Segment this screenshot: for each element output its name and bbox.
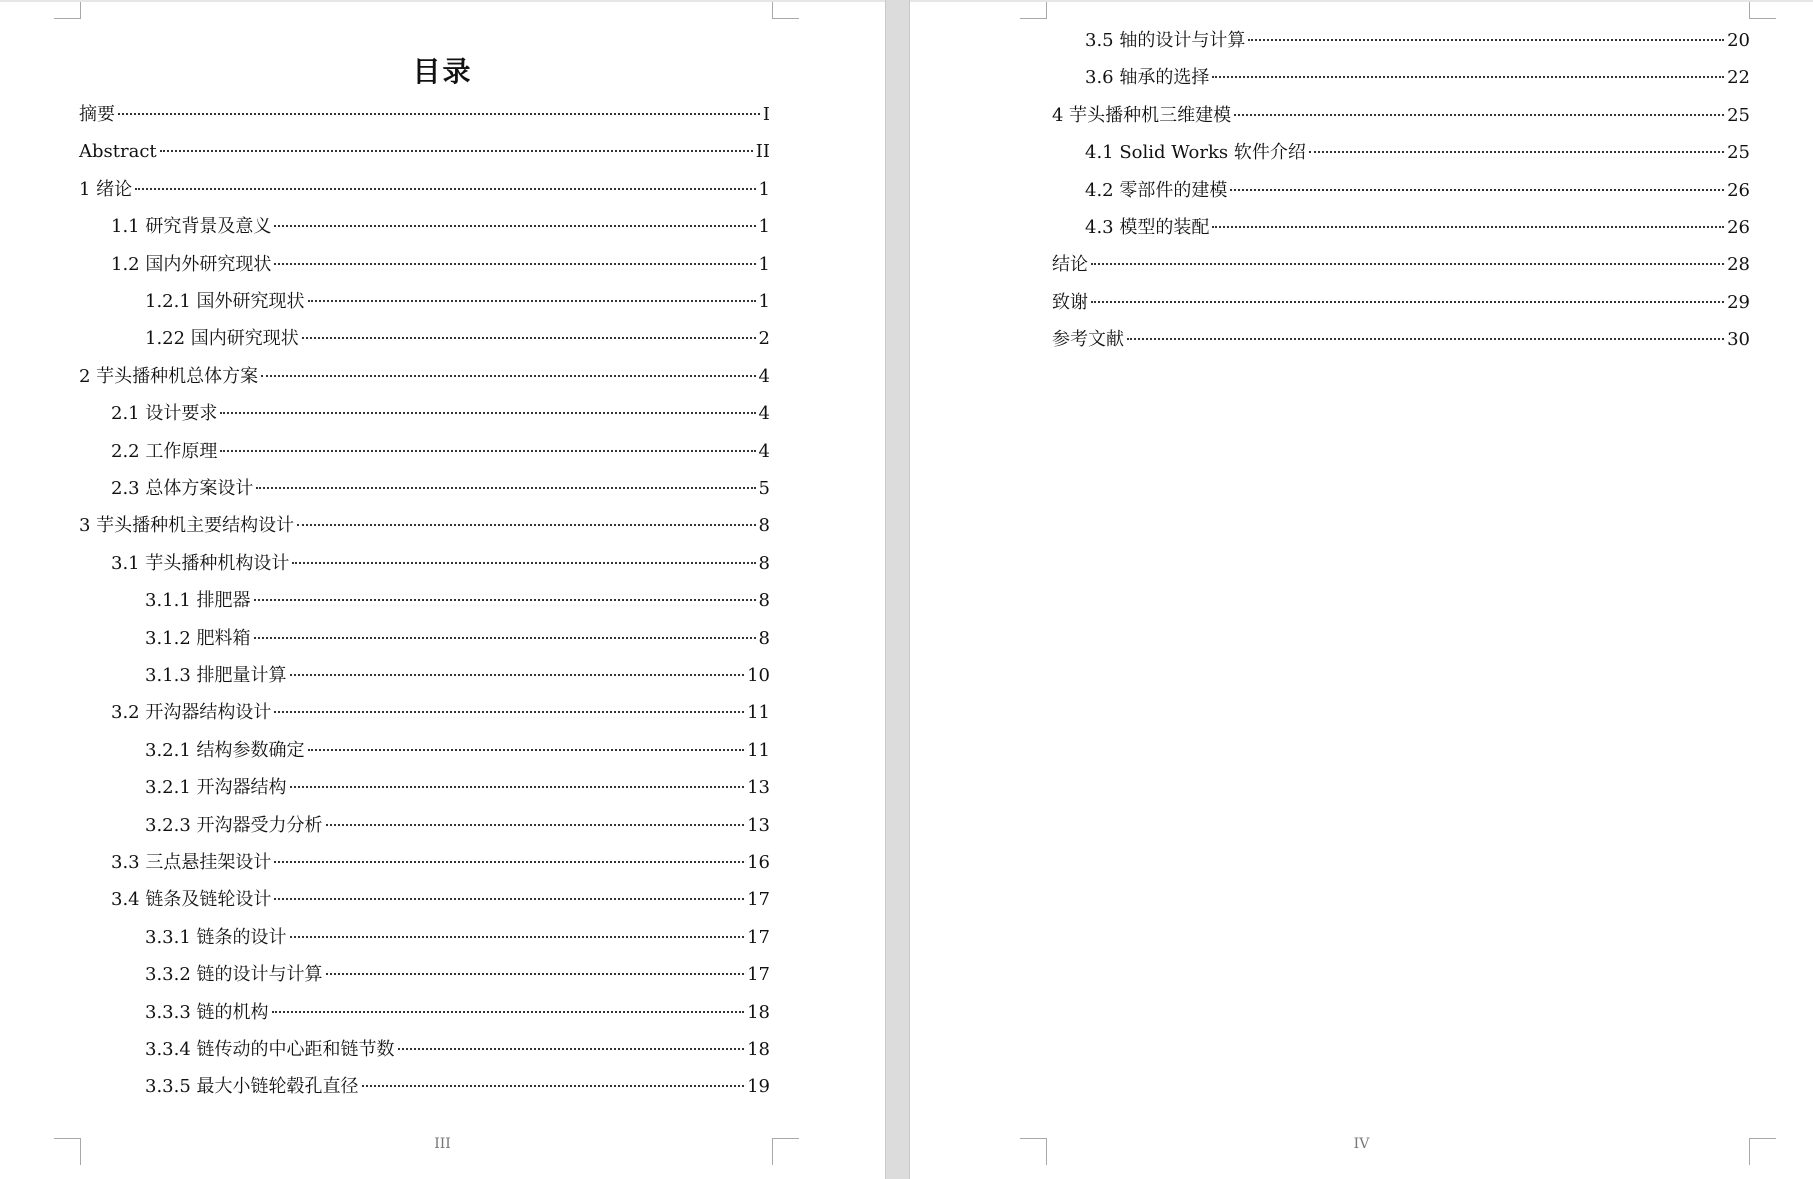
toc-entry[interactable]: [79, 96, 770, 133]
toc-leader-dots: [297, 524, 755, 526]
crop-mark-top-left: [54, 2, 81, 19]
toc-entry-page-number: 4: [758, 440, 770, 462]
toc-entry-label: 4.1 Solid Works 软件介绍: [1085, 142, 1306, 164]
toc-entry-page-number: 13: [747, 777, 770, 799]
toc-entry[interactable]: [145, 956, 770, 993]
toc-leader-dots: [1091, 263, 1724, 265]
toc-entry-page-number: 5: [758, 478, 770, 499]
toc-entry-page-number: 11: [747, 739, 770, 761]
toc-entry[interactable]: [145, 582, 770, 619]
toc-leader-dots: [274, 861, 744, 863]
toc-entry-page-number: 8: [758, 590, 770, 612]
toc-entry-page-number: 2: [758, 328, 770, 350]
toc-entry-page-number: 26: [1727, 217, 1750, 238]
toc-leader-dots: [274, 898, 744, 900]
toc-entry-page-number: 20: [1727, 30, 1750, 51]
toc-entry-label: Abstract: [79, 141, 157, 163]
toc-entry-label: 3.3 三点悬挂架设计: [111, 852, 272, 873]
toc-leader-dots: [254, 637, 756, 639]
toc-entry[interactable]: [111, 881, 770, 918]
toc-leader-dots: [308, 749, 745, 751]
toc-leader-dots: [274, 711, 744, 713]
toc-leader-dots: [135, 188, 755, 190]
toc-entry-label: 3.3.1 链条的设计: [145, 926, 287, 948]
toc-entry-page-number: 1: [758, 178, 770, 200]
toc-leader-dots: [274, 225, 755, 227]
toc-entry-page-number: 30: [1727, 329, 1750, 351]
toc-entry[interactable]: [145, 807, 770, 844]
toc-entry-label: 结论: [1052, 254, 1088, 276]
left-page: [0, 0, 885, 1179]
toc-entry[interactable]: [145, 320, 770, 357]
toc-entry-page-number: 8: [758, 552, 770, 574]
toc-entry[interactable]: [79, 507, 770, 544]
toc-entry-label: 3.2.1 开沟器结构: [145, 777, 287, 799]
toc-entry-label: 3.3.5 最大小链轮毂孔直径: [145, 1076, 359, 1098]
toc-entry[interactable]: [111, 844, 770, 881]
toc-entry-label: 1.2 国内外研究现状: [111, 253, 272, 275]
toc-leader-dots: [272, 1011, 745, 1013]
toc-entry-page-number: 18: [747, 1039, 770, 1060]
toc-entry[interactable]: [145, 1068, 770, 1105]
toc-entry[interactable]: [79, 133, 770, 170]
crop-mark-top-right: [1749, 2, 1776, 19]
toc-entry-page-number: 26: [1727, 179, 1750, 201]
toc-entry[interactable]: [1052, 284, 1750, 321]
toc-entry-label: 摘要: [79, 104, 115, 125]
toc-entry[interactable]: [1085, 22, 1750, 59]
toc-leader-dots: [326, 973, 745, 975]
toc-entry[interactable]: [111, 694, 770, 731]
toc-entry[interactable]: [79, 358, 770, 395]
toc-entry-label: 3.1.3 排肥量计算: [145, 665, 287, 686]
toc-entry[interactable]: [1085, 209, 1750, 246]
toc-entry-page-number: I: [762, 104, 770, 125]
toc-entry-label: 3.3.2 链的设计与计算: [145, 964, 323, 986]
toc-entry-page-number: 17: [747, 889, 770, 911]
toc-entry-label: 3.1.1 排肥器: [145, 590, 251, 612]
toc-entry-page-number: 1: [758, 216, 770, 238]
toc-entry-page-number: 17: [747, 964, 770, 986]
toc-entry[interactable]: [145, 994, 770, 1031]
toc-entry-page-number: 25: [1727, 104, 1750, 126]
toc-leader-dots: [274, 263, 755, 265]
toc-entry-page-number: 1: [758, 291, 770, 312]
toc-entry[interactable]: [111, 208, 770, 245]
page-number-footer: IV: [1353, 1136, 1370, 1152]
toc-entry-label: 3.1.2 肥料箱: [145, 627, 251, 649]
toc-entry-label: 3.4 链条及链轮设计: [111, 889, 272, 911]
toc-leader-dots: [1230, 189, 1724, 191]
toc-entry-page-number: 10: [747, 665, 770, 686]
toc-entry[interactable]: [111, 470, 770, 507]
toc-entry-label: 2.1 设计要求: [111, 403, 218, 425]
toc-leader-dots: [1212, 226, 1724, 228]
toc-leader-dots: [1127, 338, 1724, 340]
toc-entry-page-number: 17: [747, 926, 770, 948]
toc-entry-page-number: 28: [1727, 254, 1750, 276]
toc-leader-dots: [308, 300, 756, 302]
toc-leader-dots: [1212, 76, 1724, 78]
toc-entry-page-number: 25: [1727, 142, 1750, 164]
toc-leader-dots: [220, 412, 755, 414]
toc-entry[interactable]: [111, 395, 770, 432]
toc-entry-page-number: 8: [758, 627, 770, 649]
toc-entry-page-number: 4: [758, 365, 770, 387]
toc-entry[interactable]: [145, 657, 770, 694]
toc-entry[interactable]: [1085, 172, 1750, 209]
toc-leader-dots: [1248, 39, 1724, 41]
toc-title: 目录: [412, 55, 473, 88]
toc-entry-page-number: 18: [747, 1001, 770, 1023]
crop-mark-top-right: [772, 2, 799, 19]
toc-entry[interactable]: [145, 732, 770, 769]
toc-leader-dots: [118, 113, 760, 115]
toc-leader-dots: [290, 674, 745, 676]
toc-entry[interactable]: [1052, 321, 1750, 358]
toc-entry[interactable]: [145, 919, 770, 956]
toc-entry-page-number: 11: [747, 702, 770, 724]
toc-entry-page-number: 1: [758, 253, 770, 275]
toc-entry-page-number: II: [755, 141, 770, 163]
toc-entry-label: 3.1 芋头播种机构设计: [111, 552, 290, 574]
toc-leader-dots: [290, 786, 745, 788]
crop-mark-top-left: [1020, 2, 1047, 19]
toc-entry-page-number: 19: [747, 1076, 770, 1098]
toc-entry-label: 2.2 工作原理: [111, 440, 218, 462]
toc-leader-dots: [302, 337, 756, 339]
toc-entry[interactable]: [1052, 97, 1750, 134]
toc-leader-dots: [254, 599, 756, 601]
toc-entry-page-number: 22: [1727, 67, 1750, 89]
toc-entry-page-number: 4: [758, 403, 770, 425]
toc-entry-label: 3.3.4 链传动的中心距和链节数: [145, 1039, 395, 1060]
toc-entry[interactable]: [145, 283, 770, 320]
toc-entry-label: 1.22 国内研究现状: [145, 328, 299, 350]
toc-entry[interactable]: [145, 620, 770, 657]
toc-entry-label: 2.3 总体方案设计: [111, 478, 254, 499]
toc-entry-page-number: 29: [1727, 291, 1750, 313]
toc-entry-label: 3.5 轴的设计与计算: [1085, 30, 1246, 51]
toc-entry[interactable]: [145, 769, 770, 806]
toc-entry-label: 1.2.1 国外研究现状: [145, 291, 305, 312]
toc-entry[interactable]: [1052, 246, 1750, 283]
toc-entry[interactable]: [79, 171, 770, 208]
toc-leader-dots: [256, 487, 755, 489]
toc-entry[interactable]: [111, 545, 770, 582]
toc-entry[interactable]: [1085, 134, 1750, 171]
toc-entry-label: 1 绪论: [79, 178, 133, 200]
page-gutter: [885, 0, 910, 1179]
page-number-footer: III: [434, 1136, 451, 1152]
toc-leader-dots: [1091, 301, 1724, 303]
toc-entry-page-number: 13: [747, 814, 770, 836]
toc-entry-label: 致谢: [1052, 291, 1088, 313]
toc-leader-dots: [362, 1085, 745, 1087]
right-page: [910, 0, 1813, 1179]
toc-entry-page-number: 8: [758, 515, 770, 537]
page-top-edge: [0, 0, 885, 2]
toc-entry-label: 参考文献: [1052, 329, 1124, 351]
toc-entry-label: 3.2.1 结构参数确定: [145, 739, 305, 761]
toc-entry[interactable]: [145, 1031, 770, 1068]
toc-entry[interactable]: [111, 433, 770, 470]
toc-leader-dots: [326, 824, 745, 826]
toc-leader-dots: [220, 450, 755, 452]
toc-leader-dots: [1234, 114, 1724, 116]
toc-entry-label: 4.2 零部件的建模: [1085, 179, 1228, 201]
toc-leader-dots: [261, 375, 755, 377]
toc-entry[interactable]: [1085, 59, 1750, 96]
toc-entry-page-number: 16: [747, 852, 770, 873]
toc-entry[interactable]: [111, 246, 770, 283]
toc-entry-label: 4 芋头播种机三维建模: [1052, 104, 1232, 126]
toc-entry-label: 3.2 开沟器结构设计: [111, 702, 272, 724]
toc-leader-dots: [1309, 151, 1724, 153]
toc-entry-label: 3.3.3 链的机构: [145, 1001, 269, 1023]
toc-entry-label: 1.1 研究背景及意义: [111, 216, 272, 238]
toc-entry-label: 2 芋头播种机总体方案: [79, 365, 259, 387]
toc-leader-dots: [160, 150, 753, 152]
toc-entry-label: 3 芋头播种机主要结构设计: [79, 515, 295, 537]
toc-entry-label: 3.6 轴承的选择: [1085, 67, 1210, 89]
toc-entry-label: 3.2.3 开沟器受力分析: [145, 814, 323, 836]
toc-leader-dots: [292, 562, 755, 564]
toc-leader-dots: [290, 936, 745, 938]
toc-leader-dots: [398, 1048, 745, 1050]
toc-entry-label: 4.3 模型的装配: [1085, 217, 1210, 238]
